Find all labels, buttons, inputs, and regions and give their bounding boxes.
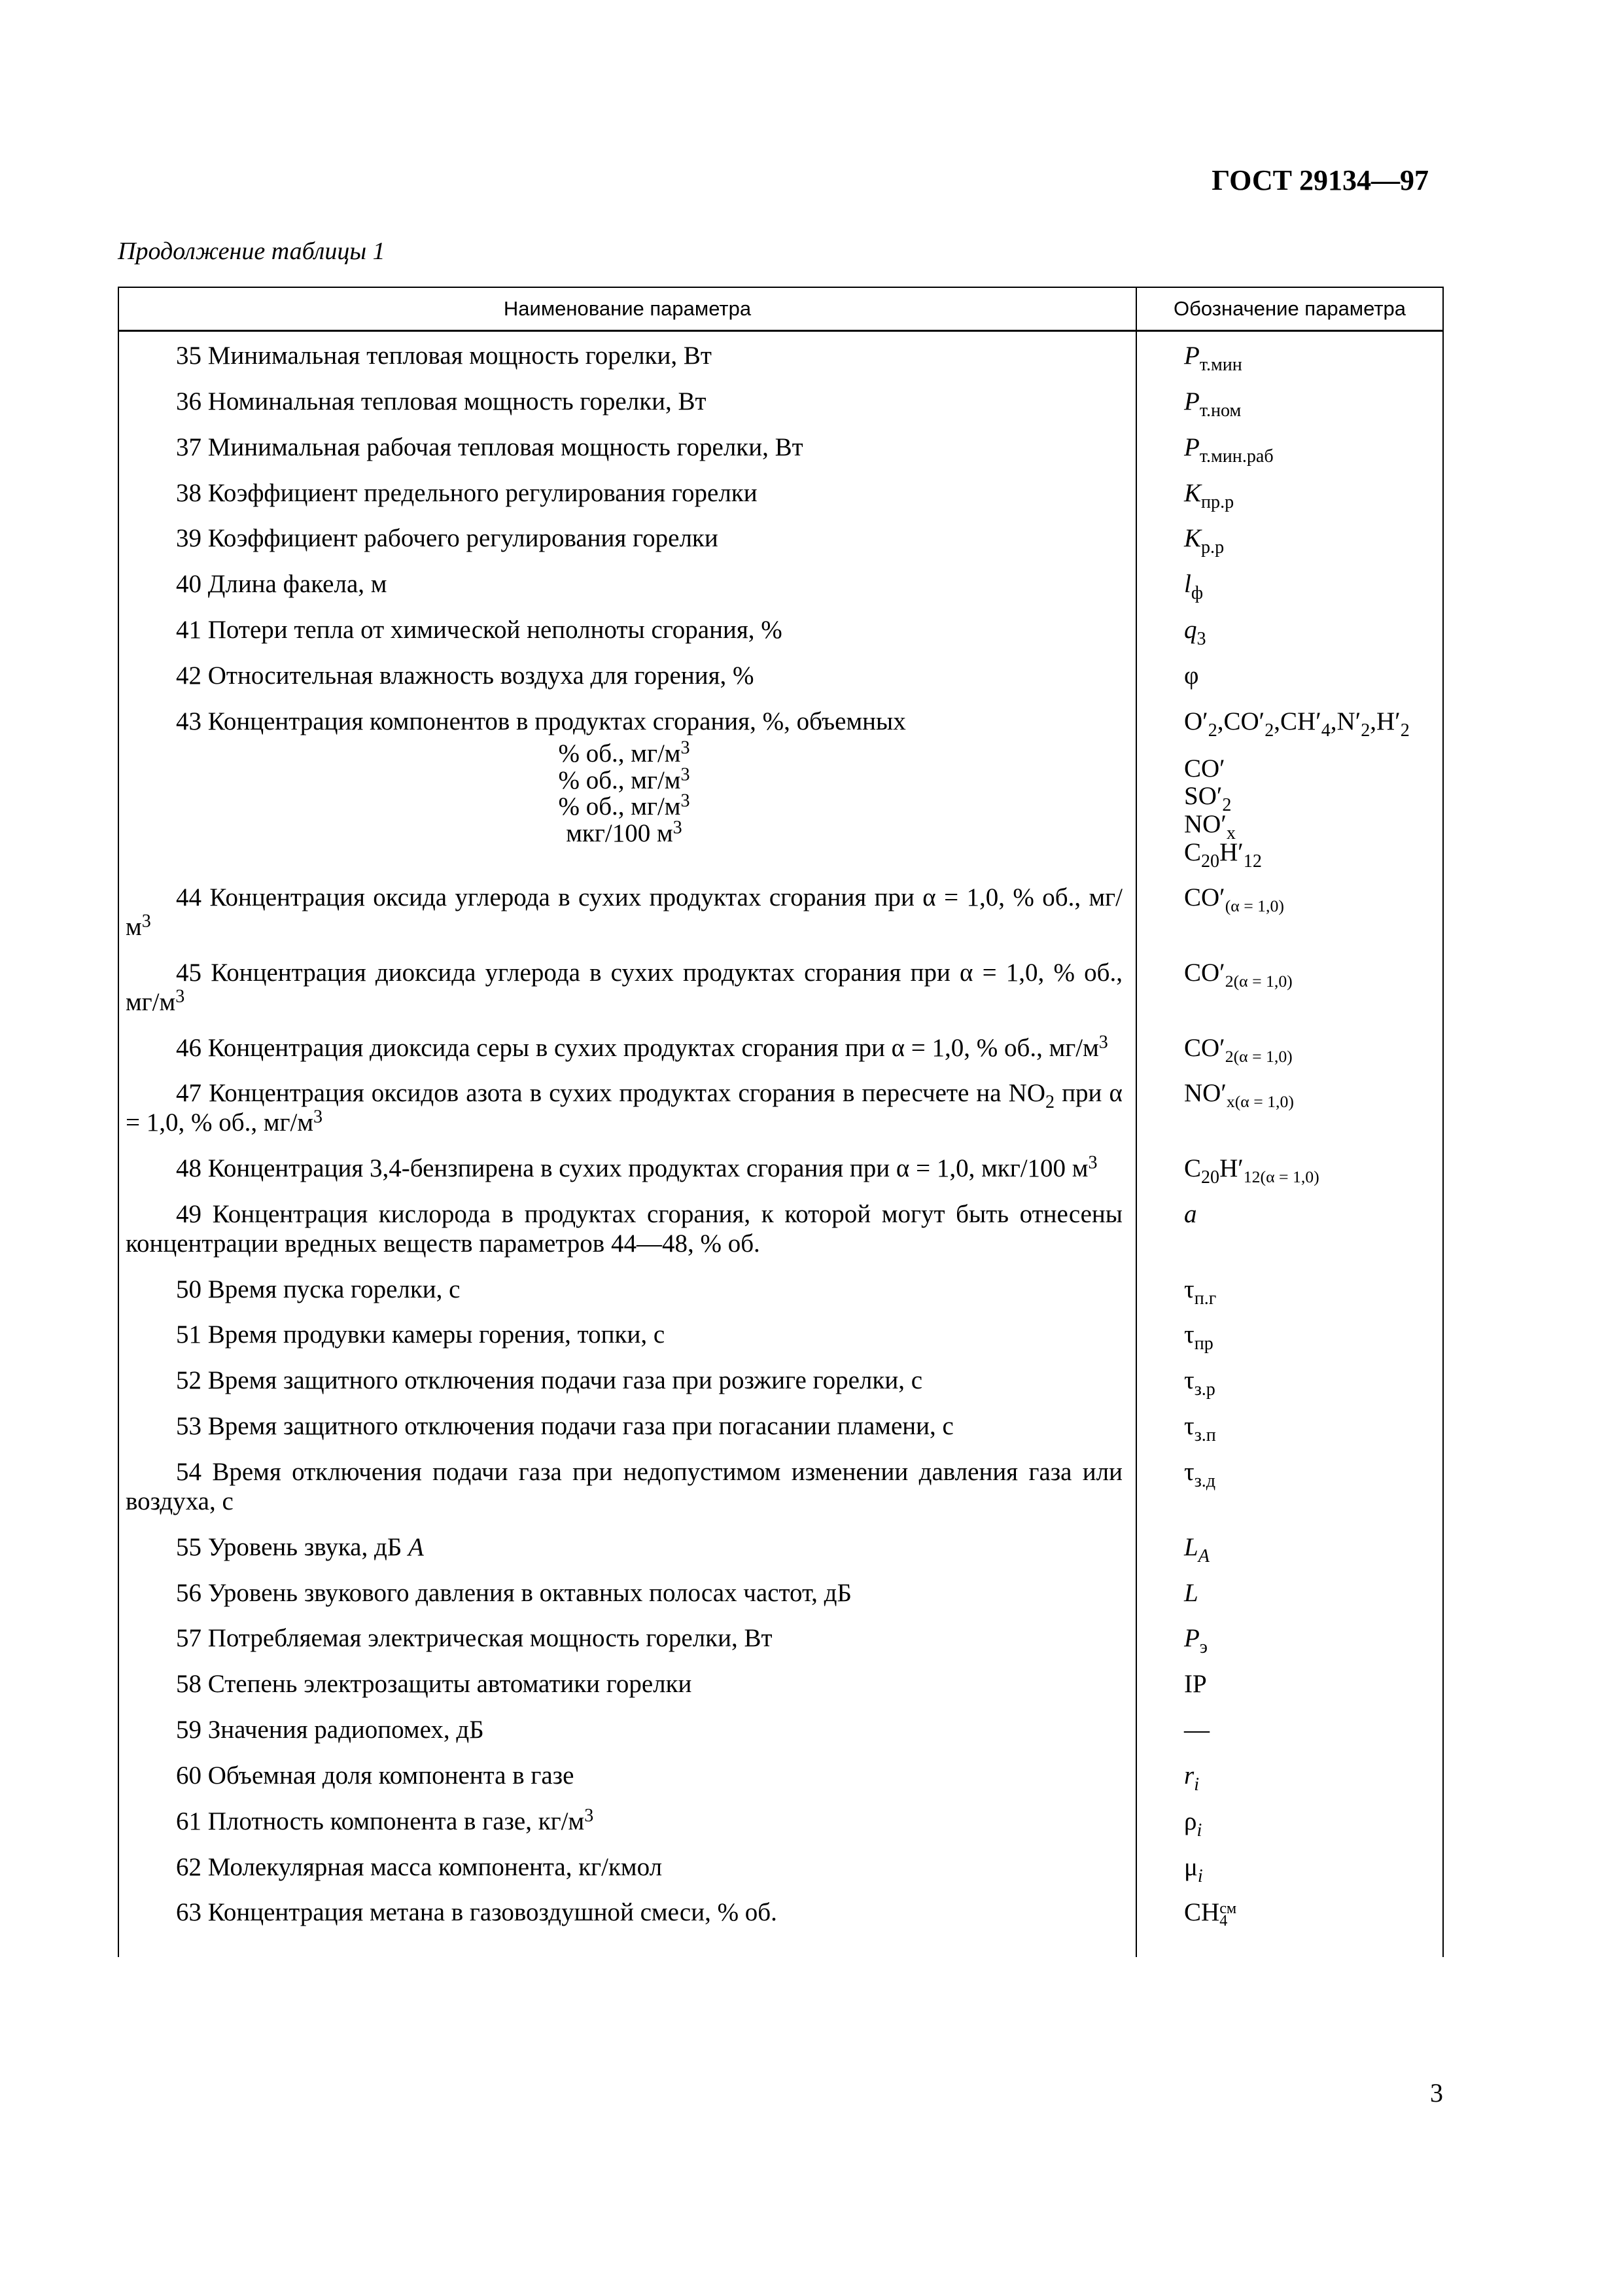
parameter-name: 38 Коэффициент предельного регулирования горелки	[118, 469, 1136, 515]
parameter-name: 61 Плотность компонента в газе, $кг/м^3$	[118, 1797, 1136, 1843]
parameter-symbol: $r_i$	[1136, 1752, 1443, 1797]
table-row	[118, 1144, 1443, 1190]
table-row	[118, 1265, 1443, 1311]
table-row	[118, 1311, 1443, 1356]
parameter-symbol: $P_э$	[1136, 1614, 1443, 1660]
parameter-name: 50 Время пуска горелки, с	[118, 1265, 1136, 1311]
parameter-symbol: $NO'_{x(\alpha = 1,0)}$	[1136, 1069, 1443, 1144]
parameter-name: 41 Потери тепла от химической неполноты сгорания, %	[118, 606, 1136, 652]
parameter-name: 55 Уровень звука, дБ A	[118, 1523, 1136, 1569]
parameter-name: 43 Концентрация компонентов в продуктах сгорания, %, объемных % об., $мг/м^3$ % об., $мг/м^3$ % об., $мг/м^3$ мкг/100 $м^3$	[118, 698, 1136, 874]
table-continuation-caption: Продолжение таблицы 1	[118, 238, 385, 265]
parameter-symbol: —	[1136, 1706, 1443, 1752]
parameter-name: 44 Концентрация оксида углерода в сухих продуктах сгорания при α = 1,0, % об., $мг/м^3$	[118, 874, 1136, 949]
table-row	[118, 1356, 1443, 1402]
parameter-symbol: a	[1136, 1190, 1443, 1265]
table-row	[118, 560, 1443, 606]
table-row	[118, 378, 1443, 423]
parameter-name: 39 Коэффициент рабочего регулирования горелки	[118, 514, 1136, 560]
parameter-symbol: $CO'_{2(\alpha = 1,0)}$	[1136, 1024, 1443, 1070]
table-row	[118, 331, 1443, 378]
table-row	[118, 469, 1443, 515]
table-row	[118, 1069, 1443, 1144]
parameter-symbol: $P_{т.мин.раб}$	[1136, 423, 1443, 469]
parameter-symbol: $K_{пр.р}$	[1136, 469, 1443, 515]
parameter-name: 57 Потребляемая электрическая мощность горелки, Вт	[118, 1614, 1136, 1660]
parameter-symbol: $P_{т.ном}$	[1136, 378, 1443, 423]
parameter-symbol: L	[1136, 1569, 1443, 1615]
parameter-name: 40 Длина факела, м	[118, 560, 1136, 606]
table-row	[118, 1614, 1443, 1660]
parameter-name: 58 Степень электрозащиты автоматики горелки	[118, 1660, 1136, 1706]
parameter-symbol: $K_{р.р}$	[1136, 514, 1443, 560]
page-number: 3	[1430, 2078, 1443, 2108]
parameter-name: 49 Концентрация кислорода в продуктах сгорания, к которой могут быть отнесены концентрации вредных веществ параметров 44—48, % об.	[118, 1190, 1136, 1265]
parameter-name: 53 Время защитного отключения подачи газа при погасании пламени, с	[118, 1402, 1136, 1448]
parameter-name: 56 Уровень звукового давления в октавных полосах частот, дБ	[118, 1569, 1136, 1615]
units-list: % об., $мг/м^3$ % об., $мг/м^3$ % об., $мг/м^3$ мкг/100 $м^3$	[558, 737, 690, 848]
parameter-symbol: $L_A$	[1136, 1523, 1443, 1569]
parameter-name: 46 Концентрация диоксида серы в сухих продуктах сгорания при α = 1,0, % об., $мг/м^3$	[118, 1024, 1136, 1070]
parameters-table	[118, 287, 1444, 1957]
table-row	[118, 949, 1443, 1024]
table-row	[118, 1024, 1443, 1070]
column-header-name: Наименование параметра	[118, 287, 1136, 331]
parameter-name: 36 Номинальная тепловая мощность горелки, Вт	[118, 378, 1136, 423]
parameter-name: 59 Значения радиопомех, дБ	[118, 1706, 1136, 1752]
parameter-symbol: $\tau_{пр}$	[1136, 1311, 1443, 1356]
parameter-symbol: CH см 4	[1136, 1888, 1443, 1957]
parameter-name: 45 Концентрация диоксида углерода в сухих продуктах сгорания при α = 1,0, % об., $мг/м^3$	[118, 949, 1136, 1024]
parameter-symbol: $\tau_{з.д}$	[1136, 1448, 1443, 1523]
table-row	[118, 698, 1443, 874]
table-row	[118, 423, 1443, 469]
parameter-name: 52 Время защитного отключения подачи газа при розжиге горелки, с	[118, 1356, 1136, 1402]
parameter-name: 51 Время продувки камеры горения, топки, с	[118, 1311, 1136, 1356]
table-row	[118, 1569, 1443, 1615]
table-row	[118, 1402, 1443, 1448]
parameter-symbol: IP	[1136, 1660, 1443, 1706]
parameter-symbol: $C_{20}H'_{12(\alpha = 1,0)}$	[1136, 1144, 1443, 1190]
parameter-name: 54 Время отключения подачи газа при недопустимом изменении давления газа или воздуха, с	[118, 1448, 1136, 1523]
table-row	[118, 1190, 1443, 1265]
table-row	[118, 1448, 1443, 1523]
table-row	[118, 1660, 1443, 1706]
table-header-row	[118, 287, 1443, 331]
table-row	[118, 1706, 1443, 1752]
table-row	[118, 1523, 1443, 1569]
table-row	[118, 1797, 1443, 1843]
parameter-symbol: $\tau_{п.г}$	[1136, 1265, 1443, 1311]
parameter-symbol: $P_{т.мин}$	[1136, 331, 1443, 378]
table-row	[118, 874, 1443, 949]
table-row	[118, 1843, 1443, 1889]
parameter-symbol: $CO'_{2(\alpha = 1,0)}$	[1136, 949, 1443, 1024]
table-row	[118, 606, 1443, 652]
table-row	[118, 1752, 1443, 1797]
parameter-name: 60 Объемная доля компонента в газе	[118, 1752, 1136, 1797]
standard-number: ГОСТ 29134—97	[1212, 164, 1429, 196]
parameter-symbol: $O'_2,CO'_2,CH'_4,N'_2,H'_2$ CO′ $SO'_2$ $NO'_x$ $C_{20}H'_{12}$	[1136, 698, 1443, 874]
parameter-symbol: φ	[1136, 652, 1443, 698]
table-row	[118, 1888, 1443, 1957]
table-row	[118, 514, 1443, 560]
parameter-name: 48 Концентрация 3,4-бензпирена в сухих продуктах сгорания при α = 1,0, мкг/100 $м^3$	[118, 1144, 1136, 1190]
parameter-name: 42 Относительная влажность воздуха для горения, %	[118, 652, 1136, 698]
parameter-symbol: $q_3$	[1136, 606, 1443, 652]
table-row	[118, 652, 1443, 698]
parameter-name: 35 Минимальная тепловая мощность горелки, Вт	[118, 331, 1136, 378]
parameter-name: 47 Концентрация оксидов азота в сухих продуктах сгорания в пересчете на $NO_2$ при α = 1,0, % об., $мг/м^3$	[118, 1069, 1136, 1144]
parameter-symbol: $\tau_{з.п}$	[1136, 1402, 1443, 1448]
parameter-name: 37 Минимальная рабочая тепловая мощность горелки, Вт	[118, 423, 1136, 469]
parameter-symbol: $l_ф$	[1136, 560, 1443, 606]
parameter-name: 62 Молекулярная масса компонента, кг/кмол	[118, 1843, 1136, 1889]
column-header-symbol: Обозначение параметра	[1136, 287, 1443, 331]
parameter-symbol: $CO'_{(\alpha = 1,0)}$	[1136, 874, 1443, 949]
parameter-symbol: $\tau_{з.р}$	[1136, 1356, 1443, 1402]
parameter-symbol: $\mu_i$	[1136, 1843, 1443, 1889]
parameter-symbol: $\rho_i$	[1136, 1797, 1443, 1843]
parameter-name: 63 Концентрация метана в газовоздушной смеси, % об.	[118, 1888, 1136, 1957]
